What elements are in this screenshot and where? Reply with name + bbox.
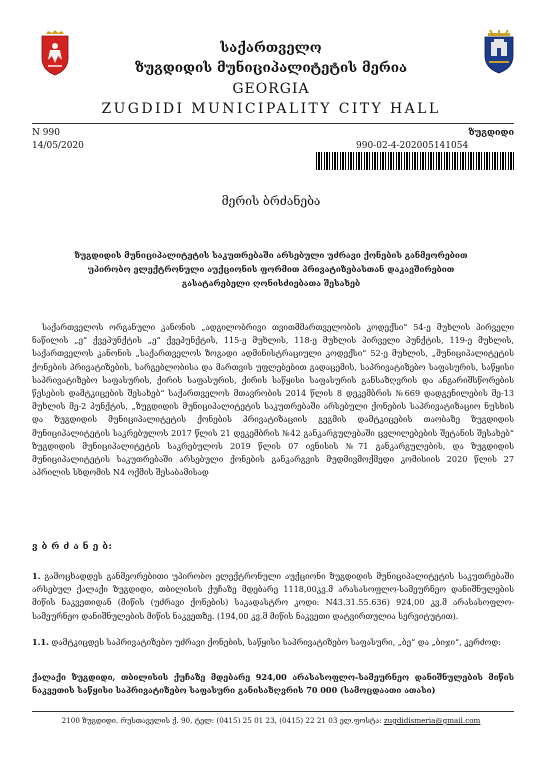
item-1-text: გამოცხადდეს განმეორებითი უპირობო ელექტრონული აუქციონი ზუგდიდის მუნიციპალიტეტის საკუთრებაში არსებულ ქალაქი ზუგდიდი, თბილისის ქუჩაზე მდებარე 1118,00კვ.მ არასასოფლო-სამეურნეო დანიშნულების მიწის ნაკვეთიდან (მიწის (უძრავი ქონების) საკადასტრო კოდი: N43.31.55.636) 924,00 კვ.მ არასასოფლო-სამეურნეო დანიშნულების მიწის ნაკვეთზე. (194,00 კვ.მ მიწის ნაკვეთი დატვირთულია სერვიტუტით). <box>32 571 514 621</box>
header-city-hall-en: ZUGDIDI MUNICIPALITY CITY HALL <box>101 101 441 117</box>
document-number: N 990 <box>32 128 60 138</box>
footer-email-link[interactable]: zugdidismeria@gmail.com <box>383 716 481 725</box>
document-date: 14/05/2020 <box>32 141 84 151</box>
order-title: ზუგდიდის მუნიციპალიტეტის საკუთრებაში არსებული უძრავი ქონების განმეორებით უპირობო ელექტრონული აუქციონის ფორმით პრივატიზებასთან დაკავშირებით გასატარებელი ღონისძიებათა შესახებ <box>74 250 468 288</box>
footer-address: 2100 ზუგდიდი. რუსთაველის ქ. 90, ტელ: (0415) 25 01 23, (0415) 22 21 03 ელ.ფოსტა: <box>61 716 382 725</box>
document-city: ზუგდიდი <box>468 128 514 138</box>
document-code: 990-02-4-202005141054 <box>356 141 469 151</box>
item-1-number: 1. <box>32 571 41 581</box>
item-1-1-number: 1.1. <box>32 637 49 647</box>
header-country: საქართველო <box>220 40 322 56</box>
header-country-en: GEORGIA <box>232 81 310 97</box>
item-1 <box>32 570 514 623</box>
barcode-icon <box>316 152 514 170</box>
item-1-1-text: დამტკიცდეს საპრივატიზებო უძრავი ქონების, საწყისი საპრივატიზებო საფასური, „ბე“ და „ბიჯი“, კერძოდ: <box>51 637 501 647</box>
document-type: მერის ბრძანება <box>221 194 321 208</box>
item-1-1-price: ქალაქი ზუგდიდი, თბილისის ქუჩაზე მდებარე 924,00 არასასოფლო-სამეურნეო დანიშნულების მიწის ნაკვეთის საწყისი საპრივატიზებო საფასური განისაზღვრის 70 000 (სამოცდაათი ათასი) <box>32 672 514 696</box>
footer-divider <box>32 711 514 712</box>
header-divider <box>32 123 514 124</box>
header-city-hall-ka: ზუგდიდის მუნიციპალიტეტის მერია <box>134 60 408 76</box>
resolve-heading: ვ ბ რ ძ ა ნ ე ბ: <box>32 542 113 552</box>
preamble: საქართველოს ორგანული კანონის „ადგილობრივი თვითმმართველობის კოდექსი“ 54-ე მუხლის პირველი ნაწილის „ე“ ქვეპუნქტის „ე“ ქვეპუნქტის, 115-ე მუხლის, 118-ე მუხლის პირველი პუნქტის, 119-ე მუხლის, საქართველოს კანონის „საქართველოს ზოგადი ადმინისტრაციული კოდექსი“ 52-ე მუხლის, „მუნიციპალიტეტის ქონების პრივატიზების, სარგებლობისა და მართვის უფლებებით გადაცემის, საპრივატიზებო საფასურის, საწყისი საპრივატიზებო საფასურის, ქირის საფასურის, ქირის საწყისი საფასურის განსაზღვრის და ანგარიშსწორების წესების დამტკიცების შესახებ“ საქართველოს მთავრობის 2014 წლის 8 დეკემბრის №669 დადგენილების მე-13 მუხლის მე-2 პუნქტის, „ზუგდიდის მუნიციპალიტეტის საკუთრებაში არსებული ქონების საპრივატიზაციო ნუსხის და ზუგდიდის მუნიციპალიტეტის ქონების პრივატიზაციის გეგმის დამტკიცების თაობაზე ზუგდიდის მუნიციპალიტეტის საკრებულოს 2017 წლის 21 დეკემბრის №42 განკარგულებაში ცვლილებების შეტანის შესახებ“ ზუგდიდის მუნიციპალიტეტის საკრებულოს 2019 წლის 07 ივნისის №71 განკარგულების, და ზუგდიდის მუნიციპალიტეტის საკუთრებაში არსებული ქონების განკარგვის მუდმივმოქმედი კომისიის 2020 წლის 27 აპრილის სხდომის N4 ოქმის შესაბამისად <box>32 322 514 478</box>
item-1-1 <box>32 636 514 649</box>
footer <box>0 716 542 725</box>
